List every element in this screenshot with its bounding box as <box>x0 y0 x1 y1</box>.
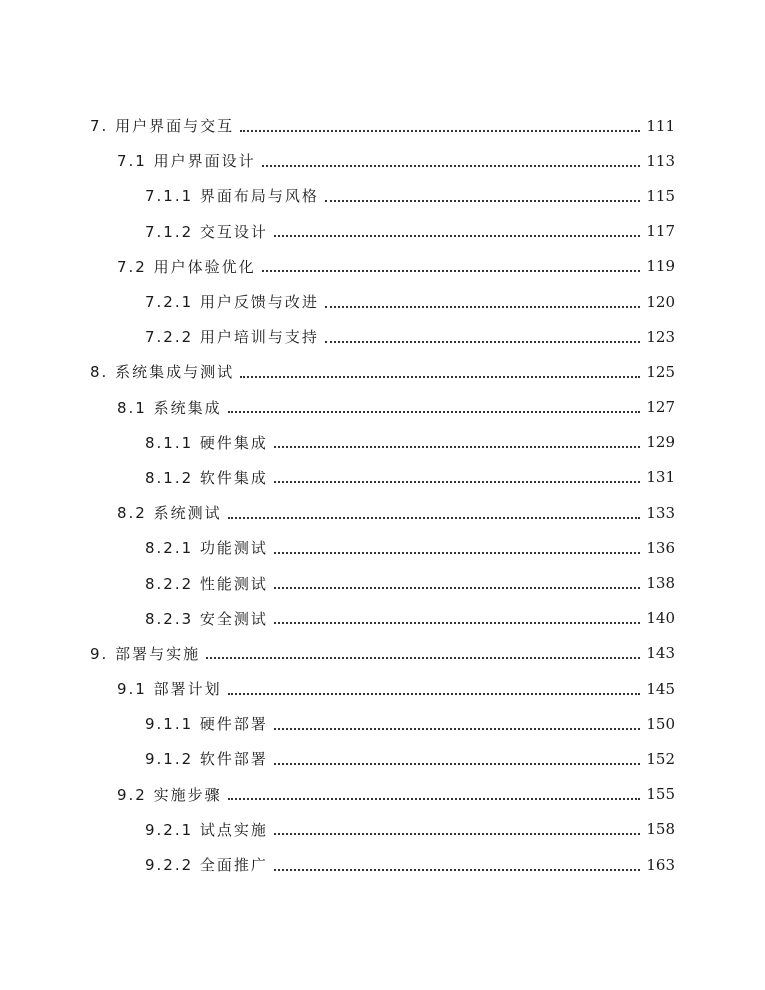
toc-dot-leader <box>228 693 641 695</box>
toc-entry-page-number: 129 <box>646 433 675 452</box>
table-of-contents <box>0 108 765 882</box>
toc-dot-leader <box>262 270 641 272</box>
toc-entry-page-number: 143 <box>646 644 675 663</box>
toc-entry[interactable] <box>0 460 765 495</box>
toc-entry[interactable] <box>0 530 765 565</box>
toc-entry-page-number: 136 <box>646 538 675 557</box>
toc-entry-page-number: 111 <box>646 116 675 135</box>
toc-entry-page-number: 163 <box>646 855 675 874</box>
toc-entry-title: 7.1.2 交互设计 <box>145 222 268 241</box>
toc-dot-leader <box>325 306 640 308</box>
toc-entry-title: 8.1.2 软件集成 <box>145 468 268 487</box>
toc-entry-title: 8.2.1 功能测试 <box>145 539 268 558</box>
toc-dot-leader <box>274 728 640 730</box>
toc-dot-leader <box>274 763 640 765</box>
toc-dot-leader <box>274 622 640 624</box>
toc-dot-leader <box>325 200 640 202</box>
toc-entry[interactable] <box>0 812 765 847</box>
toc-entry-title: 7.2.1 用户反馈与改进 <box>145 293 319 312</box>
toc-entry-page-number: 158 <box>646 820 675 839</box>
toc-entry-title: 8.2.3 安全测试 <box>145 609 268 628</box>
toc-entry[interactable] <box>0 636 765 671</box>
toc-entry-page-number: 131 <box>646 468 675 487</box>
toc-entry[interactable] <box>0 565 765 600</box>
toc-entry[interactable] <box>0 706 765 741</box>
toc-entry-page-number: 120 <box>646 292 675 311</box>
toc-entry-page-number: 123 <box>646 327 675 346</box>
toc-entry-title: 8. 系统集成与测试 <box>90 363 235 382</box>
toc-entry-title: 9.1.2 软件部署 <box>145 750 268 769</box>
toc-entry-title: 9.2 实施步骤 <box>117 785 222 804</box>
toc-dot-leader <box>240 376 640 378</box>
toc-entry[interactable] <box>0 425 765 460</box>
toc-dot-leader <box>228 411 641 413</box>
toc-entry[interactable] <box>0 214 765 249</box>
toc-entry-page-number: 125 <box>646 362 675 381</box>
toc-entry[interactable] <box>0 143 765 178</box>
toc-dot-leader <box>274 587 640 589</box>
toc-entry-title: 7.1.1 界面布局与风格 <box>145 187 319 206</box>
toc-entry-title: 9.1.1 硬件部署 <box>145 715 268 734</box>
toc-entry-title: 9.2.1 试点实施 <box>145 820 268 839</box>
toc-dot-leader <box>274 552 640 554</box>
toc-entry-page-number: 133 <box>646 503 675 522</box>
toc-entry-title: 7.2.2 用户培训与支持 <box>145 328 319 347</box>
toc-dot-leader <box>274 833 640 835</box>
toc-entry-title: 7.1 用户界面设计 <box>117 152 256 171</box>
toc-entry-title: 9. 部署与实施 <box>90 644 201 663</box>
toc-entry-page-number: 115 <box>646 186 675 205</box>
toc-entry-page-number: 145 <box>646 679 675 698</box>
toc-dot-leader <box>240 130 640 132</box>
toc-dot-leader <box>274 446 640 448</box>
toc-entry-page-number: 138 <box>646 574 675 593</box>
toc-entry-page-number: 150 <box>646 714 675 733</box>
toc-entry-title: 9.2.2 全面推广 <box>145 856 268 875</box>
toc-entry[interactable] <box>0 741 765 776</box>
toc-dot-leader <box>262 165 641 167</box>
toc-entry-title: 7.2 用户体验优化 <box>117 257 256 276</box>
toc-entry[interactable] <box>0 284 765 319</box>
toc-entry[interactable] <box>0 249 765 284</box>
toc-entry[interactable] <box>0 178 765 213</box>
toc-dot-leader <box>325 341 640 343</box>
toc-dot-leader <box>274 235 640 237</box>
toc-entry-page-number: 152 <box>646 749 675 768</box>
toc-entry-page-number: 117 <box>646 222 675 241</box>
toc-entry-title: 8.1 系统集成 <box>117 398 222 417</box>
toc-dot-leader <box>274 869 640 871</box>
toc-entry-page-number: 155 <box>646 785 675 804</box>
toc-entry[interactable] <box>0 601 765 636</box>
toc-entry[interactable] <box>0 108 765 143</box>
toc-dot-leader <box>228 798 641 800</box>
toc-entry[interactable] <box>0 777 765 812</box>
toc-entry[interactable] <box>0 671 765 706</box>
toc-entry[interactable] <box>0 847 765 882</box>
toc-entry-title: 9.1 部署计划 <box>117 680 222 699</box>
toc-dot-leader <box>274 481 640 483</box>
toc-entry[interactable] <box>0 319 765 354</box>
toc-entry-page-number: 119 <box>646 257 675 276</box>
toc-entry-title: 8.1.1 硬件集成 <box>145 433 268 452</box>
toc-entry-page-number: 127 <box>646 398 675 417</box>
toc-entry[interactable] <box>0 390 765 425</box>
toc-entry-page-number: 113 <box>646 151 675 170</box>
toc-entry-title: 7. 用户界面与交互 <box>90 117 235 136</box>
toc-entry-title: 8.2 系统测试 <box>117 504 222 523</box>
toc-entry[interactable] <box>0 495 765 530</box>
toc-entry-page-number: 140 <box>646 609 675 628</box>
toc-entry[interactable] <box>0 354 765 389</box>
toc-dot-leader <box>228 517 641 519</box>
toc-dot-leader <box>206 657 640 659</box>
toc-entry-title: 8.2.2 性能测试 <box>145 574 268 593</box>
